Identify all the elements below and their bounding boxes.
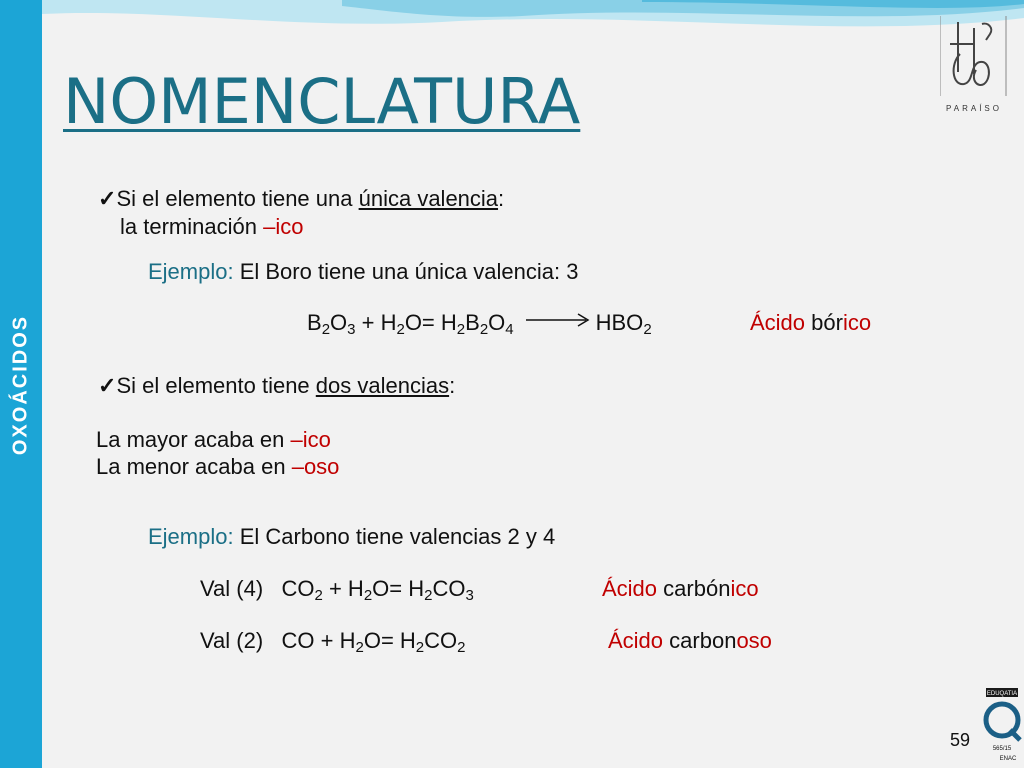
val2-f2-sub: 2	[415, 639, 425, 656]
val4-f3-sub: 2	[424, 587, 433, 604]
greater-suffix: –ico	[290, 427, 331, 452]
val2-f1-sub: 2	[355, 639, 364, 656]
f-o2: O	[488, 310, 506, 335]
rule-2-lesser	[96, 454, 339, 480]
f-b2-sub: 2	[479, 321, 489, 338]
certification-badge-icon	[980, 686, 1024, 768]
rule-1	[98, 186, 504, 212]
f-o-sub: 3	[347, 321, 356, 338]
f-h-sub: 2	[396, 321, 405, 338]
f-o2-sub: 4	[505, 321, 514, 338]
rule-2	[98, 373, 455, 399]
example-2-label: Ejemplo:	[148, 524, 234, 549]
example-1-label: Ejemplo:	[148, 259, 234, 284]
example-2-text: El Carbono tiene valencias 2 y 4	[233, 524, 556, 549]
val4-f4-sub: 3	[465, 587, 474, 604]
checkmark-icon: ✓	[98, 373, 117, 398]
val2-f1: CO + H	[281, 628, 356, 653]
val4-f3: O= H	[372, 576, 425, 601]
acid-stem: bór	[805, 310, 843, 335]
val4-f1-sub: 2	[314, 587, 323, 604]
product-hbo-sub: 2	[643, 321, 652, 338]
product-hbo: HBO	[595, 310, 644, 335]
f-b: B	[307, 310, 322, 335]
val2-label: Val (2)	[200, 628, 264, 653]
decorative-waves	[42, 0, 1024, 60]
acid-word: Ácido	[750, 310, 806, 335]
val4-label: Val (4)	[200, 576, 264, 601]
f-b2: B	[465, 310, 480, 335]
sidebar	[0, 0, 42, 768]
rule-1-post: :	[498, 186, 505, 211]
val4-line	[200, 576, 474, 602]
example-1-formula	[307, 310, 652, 336]
rule-1-underlined: única valencia	[358, 186, 499, 211]
cert-code: 565/15	[992, 746, 1012, 752]
acid-stem: carbon	[663, 628, 737, 653]
example-2	[148, 524, 555, 550]
val2-f3-sub: 2	[457, 639, 466, 656]
acid-word: Ácido	[602, 576, 658, 601]
rule-2-pre: Si el elemento tiene	[116, 373, 316, 398]
sidebar-label: OXOÁCIDOS	[9, 314, 32, 456]
example-1	[148, 259, 578, 285]
val2-line	[200, 628, 465, 654]
paraiso-logo-icon	[940, 14, 1008, 104]
arrow-right-icon	[526, 313, 590, 327]
cert-body: ENAC	[999, 756, 1017, 762]
val2-f3: CO	[424, 628, 458, 653]
rule-2-greater	[96, 427, 331, 453]
f-plus: + H	[355, 310, 397, 335]
f-b-sub: 2	[321, 321, 331, 338]
val4-f2-sub: 2	[363, 587, 373, 604]
val4-f4: CO	[432, 576, 466, 601]
example-1-text: El Boro tiene una única valencia: 3	[233, 259, 579, 284]
acid-name-carbonic	[602, 576, 759, 602]
acid-suffix: ico	[730, 576, 759, 601]
val4-f1: CO	[281, 576, 315, 601]
acid-suffix: ico	[842, 310, 872, 335]
page-number: 59	[950, 730, 971, 750]
cert-brand: EDUQATIA	[986, 691, 1018, 697]
rule-1-line2	[120, 214, 303, 240]
acid-name-carbonous	[608, 628, 772, 654]
rule-1-suffix: –ico	[263, 214, 304, 239]
slide-title: NOMENCLATURA	[63, 65, 581, 138]
checkmark-icon: ✓	[98, 186, 117, 211]
rule-1-pre: Si el elemento tiene una	[116, 186, 359, 211]
acid-word: Ácido	[608, 628, 664, 653]
greater-pre: La mayor acaba en	[96, 427, 291, 452]
val2-f2: O= H	[363, 628, 416, 653]
acid-stem: carbón	[657, 576, 731, 601]
lesser-suffix: –oso	[291, 454, 340, 479]
acid-suffix: oso	[736, 628, 772, 653]
rule-2-post: :	[449, 373, 456, 398]
f-eq: O= H	[404, 310, 457, 335]
f-o: O	[330, 310, 348, 335]
rule-2-underlined: dos valencias	[315, 373, 450, 398]
val4-f2: + H	[322, 576, 364, 601]
rule-1-line2-pre: la terminación	[120, 214, 264, 239]
f-h2-sub: 2	[456, 321, 466, 338]
acid-name-boric	[750, 310, 871, 336]
lesser-pre: La menor acaba en	[96, 454, 292, 479]
logo-label: PARAÍSO	[946, 104, 1002, 113]
